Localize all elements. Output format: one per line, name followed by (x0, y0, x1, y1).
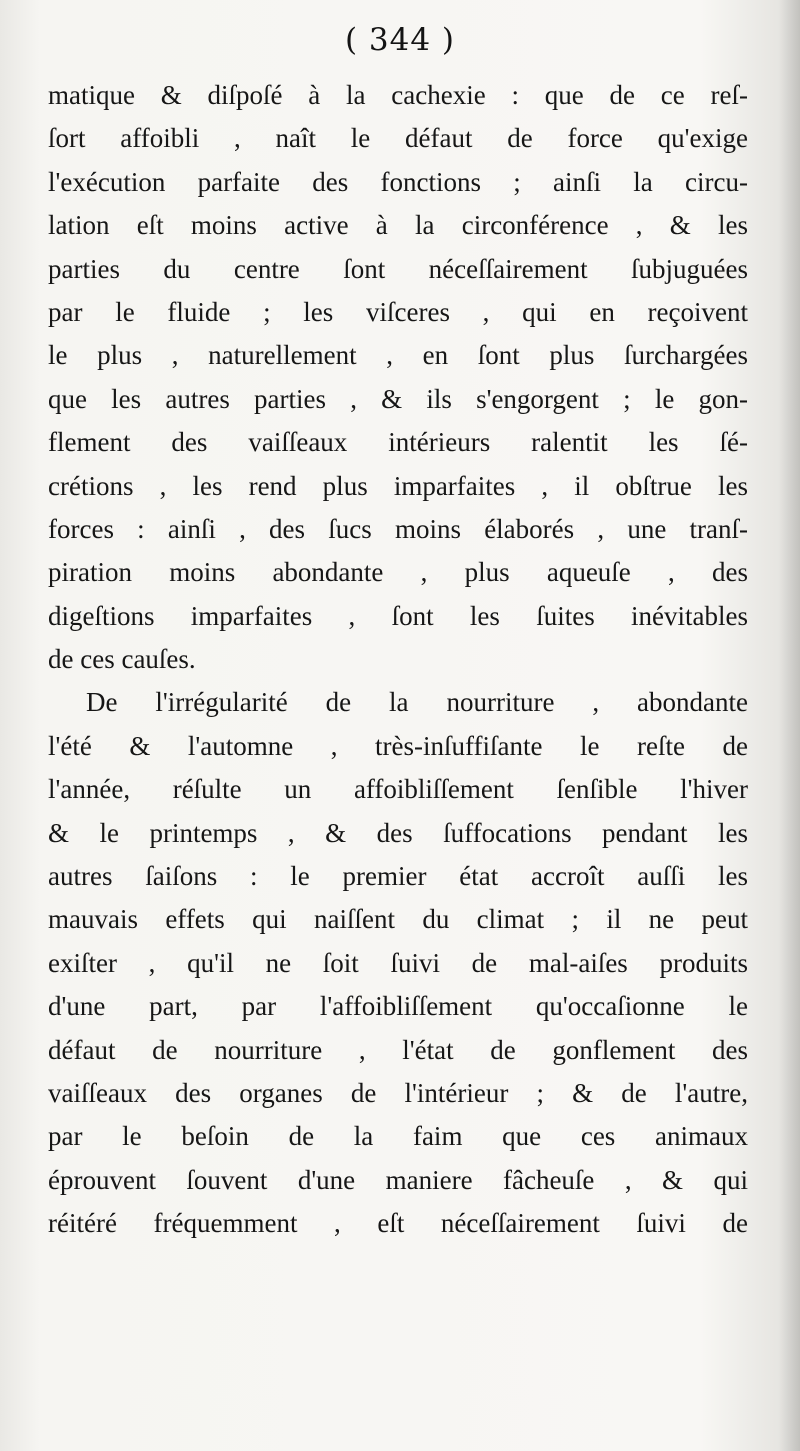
text-line: réitéré fréquemment , eſt néceſſairement ſuivi de (48, 1208, 748, 1239)
text-line: l'été & l'automne , très-inſuffiſante le reſte de (48, 730, 748, 761)
text-line: d'une part, par l'affoibliſſement qu'occaſionne le (48, 991, 748, 1022)
text-line: flement des vaiſſeaux intérieurs ralentit les ſé- (48, 427, 748, 458)
text-line: piration moins abondante , plus aqueuſe , des (48, 557, 748, 588)
text-line: mauvais effets qui naiſſent du climat ; il ne peut (48, 904, 748, 935)
text-line: l'année, réſulte un affoibliſſement ſenſible l'hiver (48, 774, 748, 805)
text-line: forces : ainſi , des ſucs moins élaborés , une tranſ- (48, 513, 748, 544)
page-text (48, 74, 748, 1246)
text-line: défaut de nourriture , l'état de gonflement des (48, 1034, 748, 1065)
text-line: l'exécution parfaite des fonctions ; ainſi la circu- (48, 166, 748, 197)
text-line: exiſter , qu'il ne ſoit ſuivi de mal-aiſes produits (48, 947, 748, 978)
text-line: De l'irrégularité de la nourriture , abondante (86, 687, 748, 718)
page-edge-shadow (778, 0, 800, 1451)
paragraph-1 (48, 74, 748, 681)
text-line: crétions , les rend plus imparfaites , il obſtrue les (48, 470, 748, 501)
text-line: ſort affoibli , naît le défaut de force qu'exige (48, 123, 748, 154)
text-line: éprouvent ſouvent d'une maniere fâcheuſe , & qui (48, 1164, 748, 1195)
text-line: par le fluide ; les viſceres , qui en reçoivent (48, 296, 748, 327)
text-line: matique & diſpoſé à la cachexie : que de ce reſ- (48, 80, 748, 110)
text-line: autres ſaiſons : le premier état accroît auſſi les (48, 861, 748, 892)
text-line: le plus , naturellement , en ſont plus ſurchargées (48, 340, 748, 371)
text-line: lation eſt moins active à la circonférence , & les (48, 210, 748, 241)
text-line: que les autres parties , & ils s'engorgent ; le gon- (48, 383, 748, 414)
text-line: par le beſoin de la faim que ces animaux (48, 1121, 748, 1152)
text-line: vaiſſeaux des organes de l'intérieur ; & de l'autre, (48, 1077, 748, 1108)
text-line: de ces cauſes. (48, 644, 196, 675)
text-line: digeſtions imparfaites , ſont les ſuites inévitables (48, 600, 748, 631)
text-line: & le printemps , & des ſuffocations pendant les (48, 817, 748, 848)
paragraph-2 (48, 681, 748, 1245)
page-number: ( 344 ) (344, 22, 456, 58)
text-line: parties du centre ſont néceſſairement ſubjuguées (48, 253, 748, 284)
